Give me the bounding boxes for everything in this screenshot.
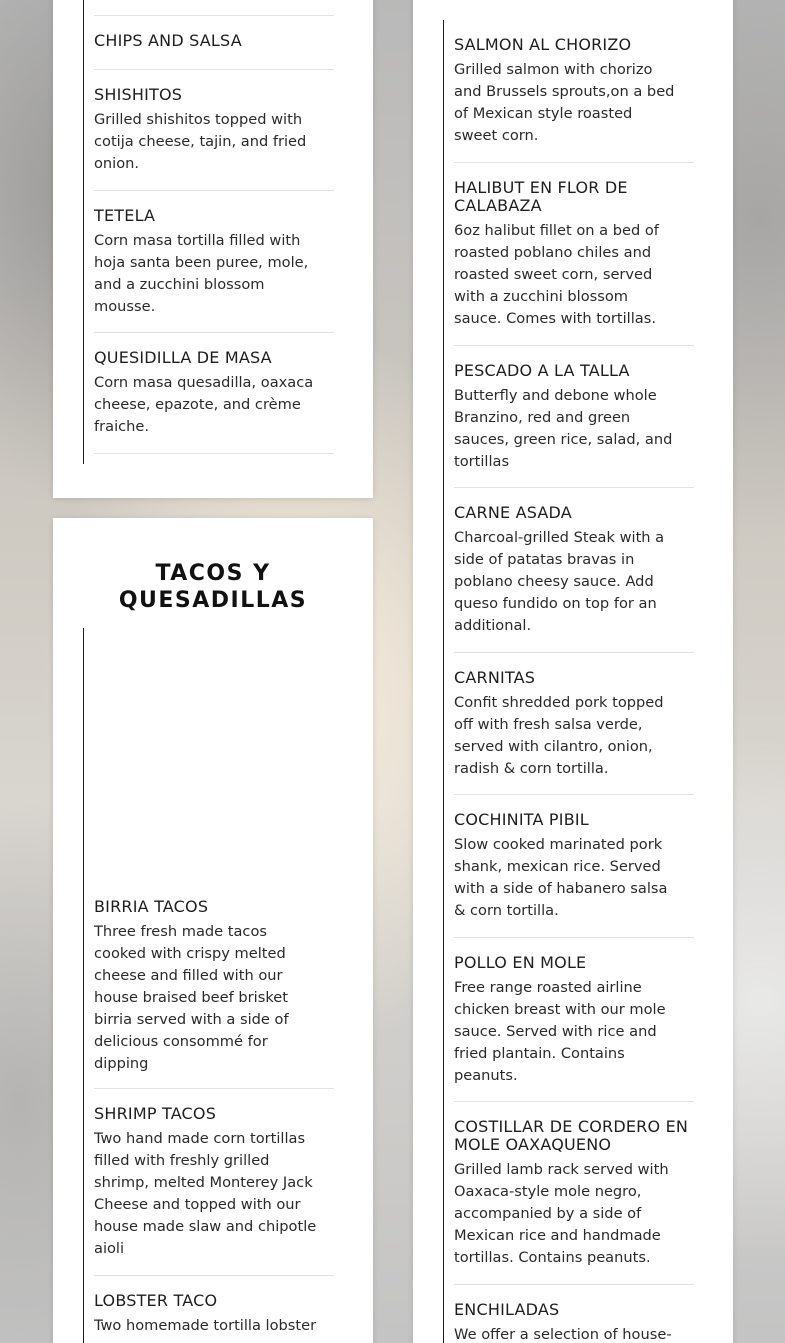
menu-item-name: ENCHILADAS <box>454 1300 560 1319</box>
menu-item-description: Corn masa quesadilla, oaxaca cheese, epazote, and crème fraiche. <box>94 374 314 435</box>
menu-item <box>94 1089 334 1276</box>
menu-item-description: Grilled shishitos topped with cotija cheese, tajin, and fried onion. <box>94 111 307 172</box>
menu-item-description: Two hand made corn tortillas filled with freshly grilled shrimp, melted Monterey Jack Cheese and topped with our house made slaw and chipotle aioli <box>94 1130 317 1257</box>
menu-item <box>454 795 694 938</box>
menu-item-description: Slow cooked marinated pork shank, mexican rice. Served with a side of habanero salsa & corn tortilla. <box>454 836 668 919</box>
menu-item-description: Grilled lamb rack served with Oaxaca-style mole negro, accompanied by a side of Mexican rice and handmade tortillas. Contains peanuts. <box>454 1161 669 1266</box>
menu-item-name: COSTILLAR DE CORDERO EN MOLE OAXAQUENO <box>454 1117 689 1154</box>
menu-item-name: LOBSTER TACO <box>94 1291 218 1310</box>
mains-item-list <box>454 20 694 1343</box>
menu-item-name: QUESIDILLA DE MASA <box>94 348 272 367</box>
menu-item <box>94 16 334 70</box>
tacos-item-list <box>94 884 334 1343</box>
menu-item-description: Grilled salmon with chorizo and Brussels sprouts,on a bed of Mexican style roasted sweet corn. <box>454 61 675 144</box>
menu-item-description: Butterfly and debone whole Branzino, red and green sauces, green rice, salad, and tortillas <box>454 387 673 470</box>
menu-item-description: We offer a selection of house- <box>454 1326 672 1343</box>
section-title-line-1: TACOS Y <box>155 561 271 586</box>
menu-item-name: CARNITAS <box>454 668 536 687</box>
menu-item <box>454 1102 694 1285</box>
menu-item-name: CARNE ASADA <box>454 503 572 522</box>
section-divider-line <box>83 628 84 1343</box>
menu-item-description: 6oz halibut fillet on a bed of roasted poblano chiles and roasted sweet corn, served with a zucchini blossom sauce. Comes with tortillas. <box>454 222 659 327</box>
menu-item-description: Charcoal-grilled Steak with a side of patatas bravas in poblano cheesy sauce. Add queso fundido on top for an additional. <box>454 529 665 634</box>
menu-item-description: Two homemade tortilla lobster <box>94 1317 317 1334</box>
menu-item-name: POLLO EN MOLE <box>454 953 587 972</box>
tacos-menu-card <box>53 518 373 1343</box>
section-title <box>53 560 373 614</box>
menu-item-name: TETELA <box>94 206 156 225</box>
menu-item-name: SALMON AL CHORIZO <box>454 35 632 54</box>
menu-item-description: Confit shredded pork topped off with fresh salsa verde, served with cilantro, onion, radish & corn tortilla. <box>454 694 664 777</box>
section-divider-line <box>83 0 84 464</box>
menu-item-description: Free range roasted airline chicken breast with our mole sauce. Served with rice and fried plantain. Contains peanuts. <box>454 979 666 1084</box>
menu-item <box>454 346 694 488</box>
menu-item-name: SHISHITOS <box>94 85 183 104</box>
menu-item <box>454 488 694 653</box>
menu-item-name: BIRRIA TACOS <box>94 897 209 916</box>
menu-item <box>94 0 334 16</box>
mains-menu-card <box>413 0 733 1343</box>
menu-item <box>94 884 334 1089</box>
appetizers-item-list <box>94 0 334 454</box>
menu-item-name: PESCADO A LA TALLA <box>454 361 630 380</box>
menu-item <box>94 1276 334 1343</box>
menu-item-description: Three fresh made tacos cooked with crispy melted cheese and filled with our house braised beef brisket birria served with a side of delicious consommé for dipping <box>94 923 289 1072</box>
menu-item <box>94 191 334 333</box>
menu-item <box>454 20 694 163</box>
appetizers-menu-card <box>53 0 373 498</box>
menu-item <box>454 938 694 1102</box>
section-title-line-2: QUESADILLAS <box>118 588 308 613</box>
menu-item <box>454 1285 694 1343</box>
menu-item-name: HALIBUT EN FLOR DE CALABAZA <box>454 178 628 215</box>
menu-item <box>454 163 694 346</box>
menu-item <box>94 70 334 191</box>
menu-item-description: Corn masa tortilla filled with hoja santa been puree, mole, and a zucchini blossom mousse. <box>94 232 309 315</box>
menu-item <box>454 653 694 795</box>
menu-item-name: COCHINITA PIBIL <box>454 810 589 829</box>
section-divider-line <box>443 20 444 1343</box>
menu-item-name: SHRIMP TACOS <box>94 1104 217 1123</box>
menu-item <box>94 333 334 454</box>
menu-item-name: CHIPS AND SALSA <box>94 31 242 50</box>
